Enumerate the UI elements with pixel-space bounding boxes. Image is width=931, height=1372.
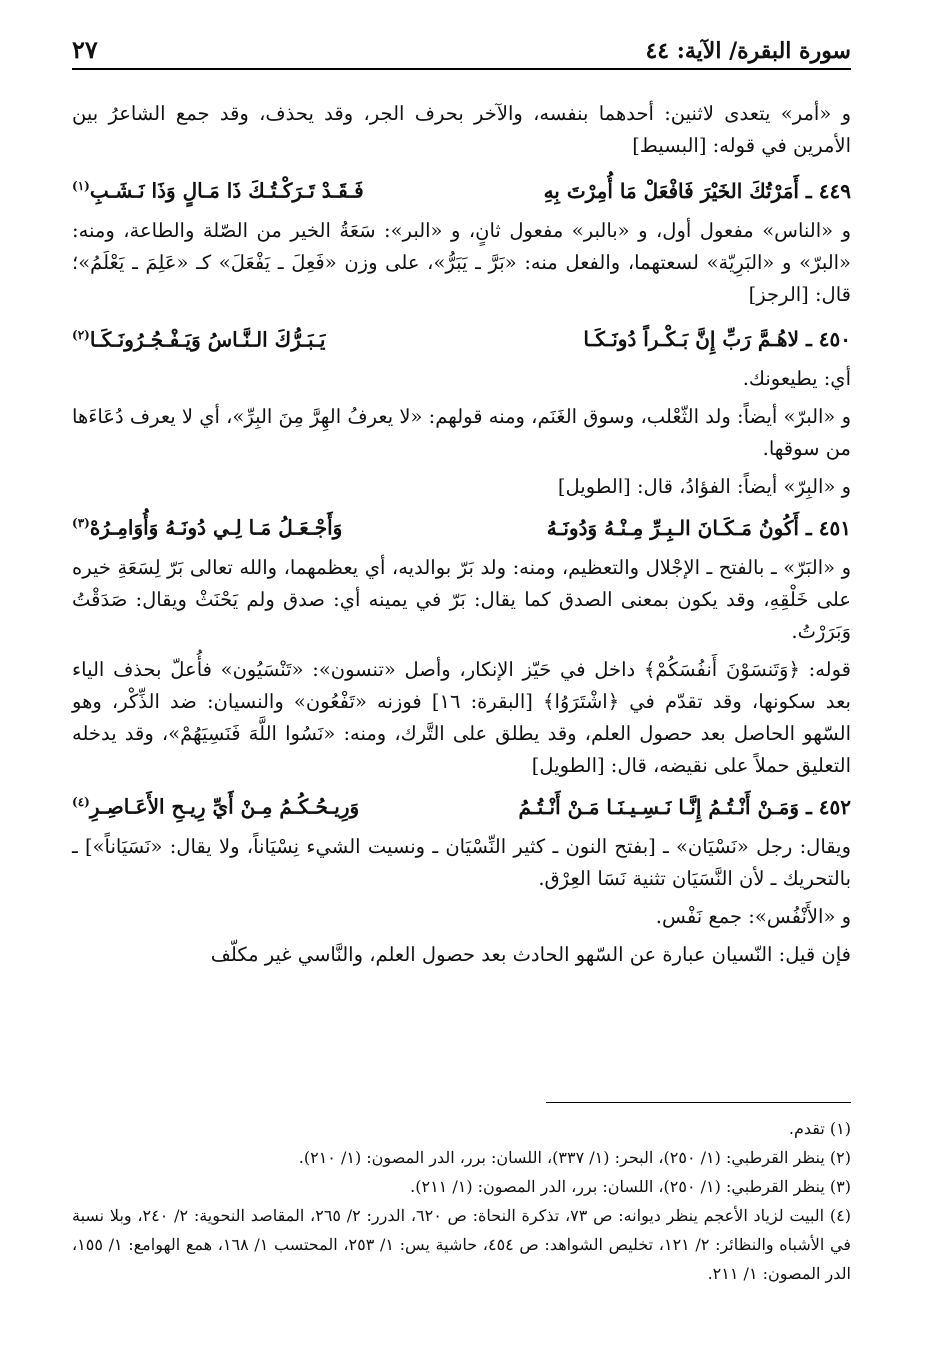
verse-450-first-hemistich: ٤٥٠ ـ لاهُـمَّ رَبِّ إِنَّ بَـكْـراً دُونَـكَـا: [583, 327, 851, 352]
verse-451-first-hemistich: ٤٥١ ـ أَكُونُ مَـكَـانَ الـبِـرِّ مِـنْـهُ وَدُونَـهُ: [546, 515, 851, 540]
verse-450: [72, 317, 851, 358]
verse-452-second-text: وَرِيـحُـكُـمُ مِـنْ أَيِّ رِيـحِ الأَعَـاصِـرِ: [89, 794, 360, 819]
header-title: سورة البقرة/ الآية: ٤٤: [645, 38, 851, 64]
footnote-marker-1: (١): [72, 179, 90, 193]
page-number: ٢٧: [72, 35, 98, 64]
paragraph-2: و «الناس» مفعول أول، و «بالبر» مفعول ثانٍ، و «البر»: سَعَةُ الخير من الصّلة والطاعة، ومنه: «البرّ» و «البَرِيّة» لسعتهما، والفعل منه: «بَرَّ ـ يَبَرُّ»، على وزن «فَعِلَ ـ يَفْعَلَ» كـ «عَلِمَ ـ يَعْلَمُ»؛ قال: [الرجز]: [72, 218, 851, 306]
footnote-1: (١) تقدم.: [788, 1119, 851, 1138]
verse-451-second-text: وَأَجْـعَـلُ مَـا لِـي دُونَـهُ وَأُوَامِـرُهْ: [89, 515, 343, 540]
footnote-3: (٣) ينظر القرطبي: (١/ ٢٥٠)، اللسان: برر، الدر المصون: (١/ ٢١١).: [410, 1177, 851, 1196]
paragraph-9: و «الأَنْفُس»: جمع نَفْس.: [655, 904, 851, 928]
paragraph-3: أي: يطيعونك.: [742, 367, 851, 391]
running-header: [72, 34, 851, 70]
main-text: [72, 98, 851, 977]
footnote-separator: [546, 1102, 851, 1103]
verse-450-second-hemistich: [72, 317, 325, 358]
paragraph-5: و «البِرّ» أيضاً: الفؤادُ، قال: [الطويل]: [557, 475, 851, 499]
footnote-4: (٤) البيت لزياد الأعجم ينظر ديوانه: ص ٧٣، تذكرة النحاة: ص ٦٢٠، الدرر: ٢/ ٢٦٥، المقاصد النحوية: ٢/ ٢٤٠، وبلا نسبة في الأشباه والنظائر: ٢/ ١٢١، تخليص الشواهد: ص ٤٥٤، حاشية يس: ١/ ٢٥٣، المحتسب ١/ ١٦٨، همع الهوامع: ١/ ١٥٥، الدر المصون: ١/ ٢١١.: [72, 1206, 852, 1283]
verse-452: [72, 784, 851, 825]
paragraph-8: ويقال: رجل «نَسْيَان» ـ [بفتح النون ـ كثير النِّسْيَان ـ ونسيت الشيء نِسْيَاناً، ولا يقال: «نَسَيَاناً»] ـ بالتحريك ـ لأن النَّسَيَان تثنية نَسَا العِرْق.: [72, 834, 851, 890]
footnote-marker-3: (٣): [72, 516, 90, 531]
paragraph-6: و «البَرّ» ـ بالفتح ـ الإجْلال والتعظيم، ومنه: ولد بَرّ بوالديه، أي يعظمهما، والله تعالى بَرّ لِسَعَةِ خيره على خَلْقِهِ، وقد يكون بمعنى الصدق كما يقال: بَرّ في يمينه أي: صدق ولم يَحْنَثْ ويقال: صَدَقْتُ وَبَرَرْتُ.: [72, 555, 851, 643]
verse-449-second-text: فَـقَـدْ تَـرَكْـتُـكَ ذَا مَـالٍ وَذَا نَـشَـبِ: [89, 178, 364, 203]
verse-451-second-hemistich: [72, 505, 342, 546]
verse-451: [72, 505, 851, 546]
verse-452-second-hemistich: [72, 784, 359, 825]
paragraph-1: و «أمر» يتعدى لاثنين: أحدهما بنفسه، والآخر بحرف الجر، وقد يحذف، وقد جمع الشاعرُ بين الأمرين في قوله: [البسيط]: [72, 102, 851, 157]
verse-450-second-text: يَـبَـرُّكَ الـنَّـاسُ وَيَـفْـجُـرُونَـكَـا: [89, 327, 326, 352]
paragraph-7: قوله: ﴿وَتَنسَوْنَ أَنفُسَكُمْ﴾ داخل في حَيّز الإنكار، وأصل «تنسون»: «تَنْسَيُون» فأُعلّ بحذف الياء بعد سكونها، وقد تقدّم في ﴿اشْتَرَوُا﴾ [البقرة: ١٦] فوزنه «تَفْعُون» والنسيان: ضد الذِّكْر، وهو السّهو الحاصل بعد حصول العلم، وقد يطلق على التَّرك، ومنه: «نَسُوا اللَّهَ فَنَسِيَهُمْ»، وقد يدخله التعليق حملاً على نقيضه، قال: [الطويل]: [72, 657, 851, 777]
paragraph-4: و «البرّ» أيضاً: ولد الثّعْلب، وسوق الغَنَم، ومنه قولهم: «لا يعرفُ الهِرَّ مِنَ البِرِّ»، أي لا يعرف دُعَاءَها من سوقها.: [72, 405, 851, 461]
verse-449-second-hemistich: [72, 168, 364, 209]
footnote-marker-4: (٤): [72, 794, 90, 809]
verse-449: [72, 168, 851, 209]
verse-449-first-hemistich: ٤٤٩ ـ أَمَرْتُكَ الخَيْرَ فَافْعَلْ مَا أُمِرْتَ بِهِ: [543, 178, 851, 203]
verse-452-first-hemistich: ٤٥٢ ـ وَمَـنْ أَنْـتُـمُ إِنَّـا نَـسِـيـنَـا مَـنْ أَنْـتُـمُ: [518, 794, 851, 819]
paragraph-10: فإن قيل: النّسيان عبارة عن السّهو الحادث بعد حصول العلم، والنَّاسي غير مكلّف: [210, 942, 851, 966]
footnote-marker-2: (٢): [72, 327, 90, 342]
footnote-2: (٢) ينظر القرطبي: (١/ ٢٥٠)، البحر: (١/ ٣٣٧)، اللسان: برر، الدر المصون: (١/ ٢١٠).: [298, 1148, 851, 1167]
footnotes: [72, 1114, 851, 1288]
